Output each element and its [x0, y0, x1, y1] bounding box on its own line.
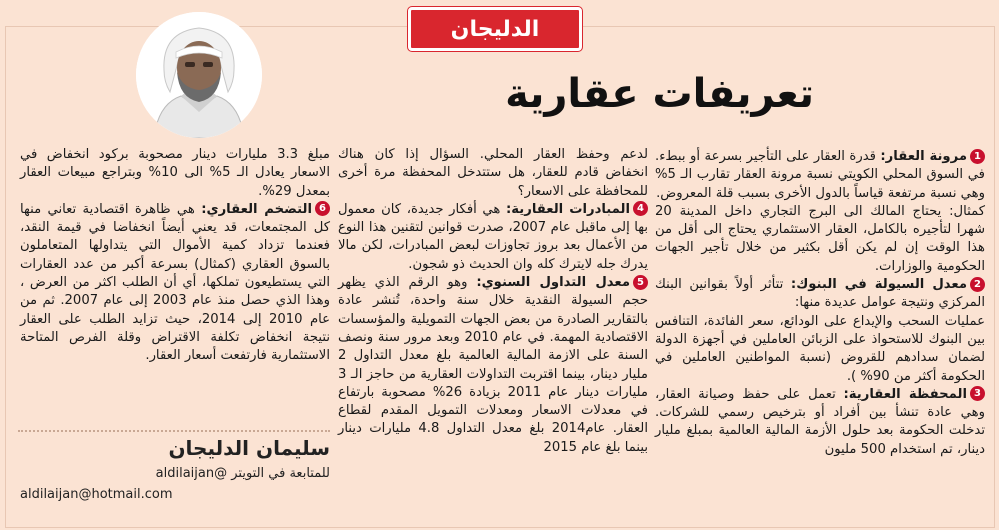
- headline: تعريفات عقارية: [505, 71, 814, 117]
- paragraph-text: عمليات السحب والإيداع على الودائع، سعر الفائدة، التنافس بين البنوك للاستحواذ على الزبائن العاملين في أجهزة الدولة لضمان سدادهم للقروض (نسبة المواطنين العاملين في الحكومة أكثر من 90% ).: [655, 313, 985, 384]
- item-number-badge: 4: [633, 201, 648, 216]
- paragraph-text: مبلغ 3.3 مليارات دينار مصحوبة بركود انخفاض في الاسعار يعادل الـ 5% الى 10% وبتراجع مبيعات العقار بمعدل 29%.: [20, 147, 331, 199]
- article-column-1: [655, 148, 985, 459]
- paragraph-text: وهو الرقم الذي يظهر حجم السيولة النقدية خلال سنة واحدة، تُنشر عادة بالتقارير الصادرة من بعض الجهات التمويلية والمؤسسات الاقتصادية المهمة. في عام 2010 وبعد مرور سنة ونصف السنة على الازمة المالية العالمية بلغ معدل التداول 2 مليار دينار، بينما اقتربت التداولات العقارية من حاجز الـ 3 مليارات دينار عام 2011 بزيادة 26% مصحوبة بارتفاع في معدلات الاسعار ومعدلات التمويل المقدم لقطاع العقار. عام2014 بلغ معدل التداول 4.8 مليارات دينار بينما بلغ عام 2015: [338, 275, 648, 455]
- paragraph-lead: معدل التداول السنوي:: [476, 275, 630, 291]
- paragraph-text: لدعم وحفظ العقار المحلي. السؤال إذا كان هناك انخفاض قادم للعقار، هل ستتدخل المحفظة مرة أخرى للمحافظة على الاسعار؟: [338, 147, 648, 199]
- item-number-badge: 6: [315, 201, 330, 216]
- paragraph-portfolio: [655, 386, 985, 459]
- article-column-2: [338, 146, 648, 457]
- paragraph-text: كمثال: يحتاج المالك الى البرج التجاري داخل المدينة 20 شهرا لتأجيره بالكامل، العقار الاستثماري يحتاج الى أقل من هذا الوقت إن لم يكن أقل بكثير من خلال تأجير الجهات الحكومية والوزارات.: [655, 203, 985, 274]
- paragraph-liquidity: [655, 276, 985, 313]
- author-email[interactable]: aldilaijan@hotmail.com: [20, 487, 173, 502]
- author-name: سليمان الدليجان: [168, 436, 330, 460]
- author-twitter[interactable]: للمتابعة في التويتر @aldilaijan: [155, 466, 330, 481]
- paragraph-lead: التضخم العقاري:: [201, 201, 312, 217]
- paragraph-text: قدرة العقار على التأجير بسرعة أو ببطء. في السوق المحلي الكويتي نسبة مرونة العقار تقارب الـ 5% وهي نسبة مرتفعة قياساً بالدول الأخرى بسبب قلة المعروض.: [655, 149, 985, 201]
- paragraph-text: تعمل على حفظ وصيانة العقار، وهي عادة تنشأ بين أفراد أو بترخيص رسمي للشركات. تدخلت الحكومة بعد حلول الأزمة المالية العالمية بمبلغ مليار دينار، تم استخدام 500 مليون: [655, 386, 985, 457]
- paragraph-text: تتأثر أولاً بقوانين البنك المركزي ونتيجة عوامل عديدة منها:: [655, 277, 985, 311]
- paragraph-text: هي ظاهرة اقتصادية تعاني منها كل المجتمعات، قد يعني أيضاً انخفاضا في قيمة النقد، فعندما تزداد كمية الأموال التي يتداولها المتعاملون بالسوق العقاري (كمثال) بسرعة أكبر من عدد العقارات التي يستطيعون تملكها، أي أن الطلب اكثر من العرض ، وهذا الذي حصل منذ عام 2003 إلى عام 2007. ثم من عام 2010 إلى 2014، حيث تزايد الطلب على العقار نتيجة انخفاض تكلفة الاقتراض وقلة الفرص المتاحة الاستثمارية فارتفعت أسعار العقار.: [20, 201, 330, 364]
- paragraph-lead: المبادرات العقارية:: [506, 201, 631, 217]
- paragraph-inflation: [20, 201, 330, 366]
- paragraph-lead: مرونة العقار:: [880, 149, 967, 164]
- author-photo: [136, 12, 262, 138]
- item-number-badge: 2: [970, 277, 985, 292]
- paragraph-trading-cont: [20, 146, 330, 201]
- item-number-badge: 1: [970, 149, 985, 164]
- author-portrait-icon: [136, 12, 262, 138]
- paragraph-text: هي أفكار جديدة، كان معمول بها إلى ماقبل عام 2007، صدرت قوانين لتقنين هذا النوع من الأعمال بعد بروز تجاوزات لبعض المبادرات، لكن مالا يدرك جله لايترك كله وان الحديث ذو شجون.: [338, 201, 648, 272]
- paragraph-mobility: [655, 148, 985, 203]
- section-tag: الدليجان: [408, 7, 582, 51]
- author-divider: [18, 430, 330, 432]
- article-column-3: [20, 146, 330, 366]
- paragraph-lead: معدل السيولة في البنوك:: [790, 277, 967, 293]
- item-number-badge: 5: [633, 275, 648, 290]
- item-number-badge: 3: [970, 386, 985, 401]
- paragraph-example: [655, 203, 985, 276]
- paragraph-lead: المحفظة العقارية:: [843, 386, 967, 402]
- paragraph-liquidity-factors: [655, 313, 985, 386]
- paragraph-trading-volume: [338, 274, 648, 457]
- paragraph-portfolio-cont: [338, 146, 648, 201]
- paragraph-initiatives: [338, 201, 648, 274]
